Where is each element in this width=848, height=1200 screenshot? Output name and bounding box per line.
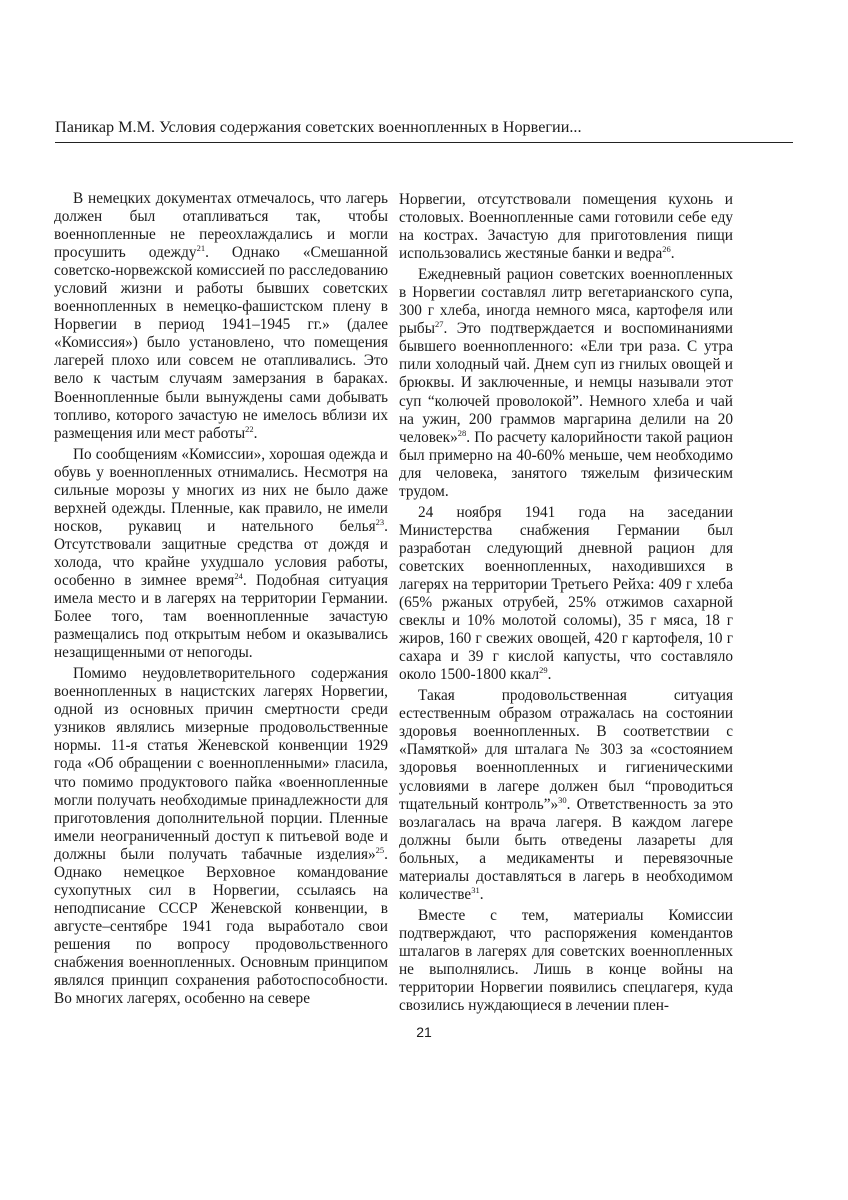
paragraph-text: .	[670, 245, 675, 263]
footnote-ref: 23	[375, 516, 385, 527]
footnote-ref: 29	[539, 665, 548, 676]
paragraph	[399, 687, 733, 904]
footnote-ref: 24	[234, 570, 243, 581]
footnote-ref: 30	[558, 794, 567, 805]
page-number: 21	[416, 1024, 432, 1040]
paragraph-text: . Отсутствовали защитные средства от дождя и холода, что крайне ухудшало условия работы, особенно в зимнее время	[54, 517, 388, 589]
paragraph-text: . Ответственность за это возлагалась на врача лагеря. В каждом лагере должны были быть отведены лазареты для больных, а медикаменты и перевязочные материалы доставляться в лагерь в необходимом количестве	[399, 795, 733, 903]
paragraph-text: Ежедневный рацион советских военнопленных в Норвегии составлял литр вегетарианского супа, 300 г хлеба, иногда немного мяса, картофеля или рыбы	[399, 266, 733, 338]
paragraph-text: Помимо неудовлетворительного содержания военнопленных в нацистских лагерях Норвегии, одной из основных причин смертности среди узников являлись мизерные продовольственные нормы. 11-я статья Женевской конвенции 1929 года «Об обращении с военнопленными» гласила, что помимо продуктового пайка «военнопленные могли получать необходимые принадлежности для приготовления дополнительной порции. Пленные имели неограниченный доступ к питьевой воде и должны были получать табачные изделия»	[54, 665, 388, 863]
footnote-ref: 27	[435, 319, 444, 330]
paragraph-text: 24 ноября 1941 года на заседании Министерства снабжения Германии был разработан следующий дневной рацион для советских военнопленных, находившихся в лагерях на территории Третьего Рейха: 409 г хлеба (65% ржаных отрубей, 25% отжимов сахарной свеклы и 10% молотой соломы), 35 г мяса, 18 г жиров, 160 г свежих овощей, 420 г картофеля, 10 г сахара и 39 г кислой капусты, что составляло около 1500-1800 ккал	[399, 503, 733, 684]
paragraph-text: . Однако «Смешанной советско-норвежской комиссией по расследованию условий жизни и работы бывших советских военнопленных в немецко-фашистском плену в Норвегии в период 1941–1945 гг.» (далее «Комиссия») было установлено, что помещения лагерей плохо или совсем не отапливались. Это вело к частым случаям замерзания в бараках. Военнопленные были вынуждены сами добывать топливо, которого зачастую не имелось вблизи их размещения или мест работы	[54, 244, 388, 442]
paragraph-text: . По расчету калорийности такой рацион был примерно на 40-60% меньше, чем необходимо для человека, занятого тяжелым физическим трудом.	[399, 428, 733, 500]
header-rule	[55, 142, 793, 143]
footnote-ref: 31	[471, 884, 480, 895]
footnote-ref: 26	[662, 244, 671, 255]
paragraph-text: . Это подтверждается и воспоминаниями бывшего военнопленного: «Ели три раза. С утра пили холодный чай. Днем суп из гнилых овощей и брюквы. И заключенные, и немцы называли этот суп “колючей проволокой”. Немного хлеба и чай на ужин, 200 граммов маргарина делили на 20 человек»	[399, 320, 733, 446]
paragraph-text: По сообщениям «Комиссии», хорошая одежда и обувь у военнопленных отнимались. Несмотря на сильные морозы у многих из них не было даже верхней одежды. Пленные, как правило, не имели носков, рукавиц и нательного белья	[54, 445, 388, 535]
left-column	[54, 190, 388, 1011]
paragraph-text: . Подобная ситуация имела место и в лагерях на территории Германии. Более того, там военнопленные зачастую размещались под открытым небом и оказывались незащищенными от непогоды.	[54, 571, 389, 662]
paragraph	[399, 504, 733, 684]
paragraph-text: В немецких документах отмечалось, что лагерь должен был отапливаться так, чтобы военнопленные не переохлаждались и могли просушить одежду	[54, 190, 388, 262]
paragraph	[54, 446, 388, 663]
footnote-ref: 21	[196, 243, 206, 254]
paragraph-text: . Однако немецкое Верховное командование сухопутных сил в Норвегии, ссылаясь на неподписание СССР Женевской конвенции, в августе–сентябре 1941 года выработало свои решения по вопросу продовольственного снабжения военнопленных. Основным принципом являлся принцип сохранения работоспособности. Во многих лагерях, особенно на севере	[54, 845, 388, 1008]
paragraph	[399, 907, 733, 1015]
paragraph-text: Вместе с тем, материалы Комиссии подтверждают, что распоряжения комендантов шталагов в лагерях для советских военнопленных не выполнялись. Лишь в конце войны на территории Норвегии появились спецлагеря, куда свозились нуждающиеся в лечении плен-	[399, 906, 733, 1015]
right-column	[399, 191, 733, 1018]
footnote-ref: 22	[245, 423, 254, 434]
footnote-ref: 25	[375, 844, 385, 855]
paragraph-text: .	[547, 666, 552, 684]
paragraph	[54, 665, 388, 1008]
paragraph	[399, 191, 733, 263]
footnote-ref: 28	[457, 427, 467, 438]
running-head: Паникар М.М. Условия содержания советских военнопленных в Норвегии...	[55, 118, 582, 136]
paragraph-text: Такая продовольственная ситуация естественным образом отражалась на состоянии здоровья военнопленных. В соответствии с «Памяткой» для шталага № 303 за «состоянием здоровья военнопленных и гигиеническими условиями в лагере должен был “проводиться тщательный контроль”»	[399, 687, 733, 813]
paragraph	[54, 190, 388, 443]
paragraph	[399, 266, 733, 501]
paragraph-text: .	[479, 885, 484, 903]
paragraph-text: Норвегии, отсутствовали помещения кухонь и столовых. Военнопленные сами готовили себе еду на кострах. Зачастую для приготовления пищи использовались жестяные банки и ведра	[399, 191, 733, 263]
paragraph-text: .	[253, 424, 258, 442]
